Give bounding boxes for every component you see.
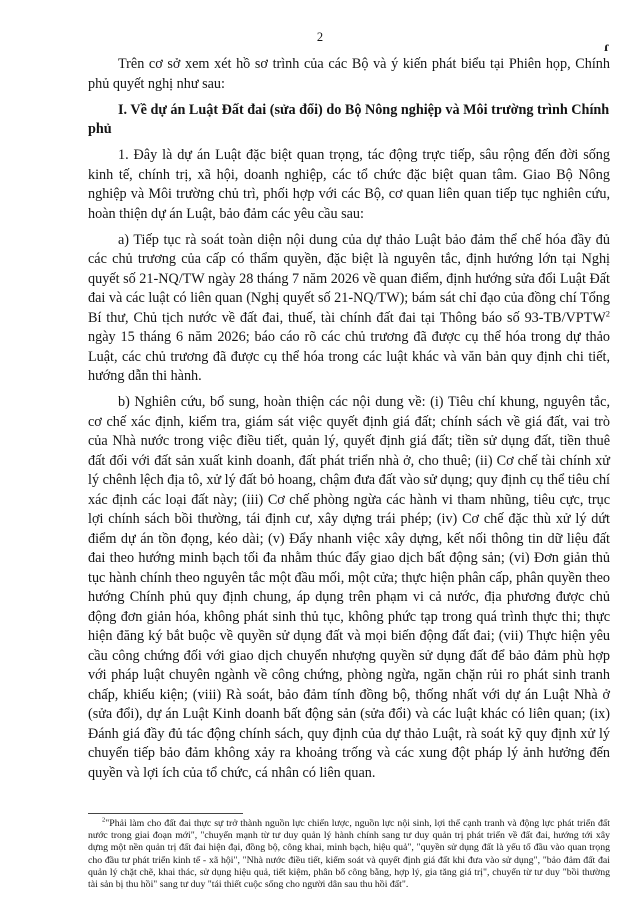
page-number: 2 <box>316 30 324 44</box>
document-body <box>88 55 610 790</box>
paragraph-b: b) Nghiên cứu, bổ sung, hoàn thiện các nội dung về: (i) Tiêu chí khung, nguyên tắc, cơ chế xác định, kiểm tra, giám sát việc quyết định giá đất; chính sách về giá đất, vai trò của Nhà nước trong việc điều tiết, quản lý, quyết định giá đất; tiền sử dụng đất, tiền thuê đất đối với đất sản xuất kinh doanh, đất phát triển nhà ở, cho thuê; (ii) Cơ chế tài chính xử lý chênh lệch địa tô, xử lý đất bỏ hoang, chậm đưa đất vào sử dụng; quy định cụ thể tiêu chí xác định các loại đất này; (iii) Cơ chế phòng ngừa các hành vi tham nhũng, tiêu cực, trục lợi chính sách bồi thường, tái định cư, xây dựng trái phép; (iv) Cơ chế đặc thù xử lý dứt điểm dự án tồn đọng, kéo dài; (v) Đẩy nhanh việc xây dựng, kết nối thông tin dữ liệu đất đai theo hướng minh bạch tối đa nhằm thúc đẩy giao dịch bất động sản; (vi) Đơn giản thủ tục hành chính theo nguyên tắc một đầu mối, một cửa; thực hiện phân cấp, phân quyền theo hướng Chính phủ quy định chung, áp dụng trên phạm vi cả nước, địa phương được chủ động đơn giản hóa, không phát sinh thủ tục, không phức tạp trong quá trình thực thi; thực hiện đăng ký bắt buộc về quyền sử dụng đất và mọi biến động đất đai; (vii) Thực hiện yêu cầu công chứng đối với giao dịch chuyển nhượng quyền sử dụng đất để bảo đảm phù hợp với pháp luật chuyên ngành về công chứng, phòng ngừa, ngăn chặn rủi ro phát sinh tranh chấp, khiếu kiện; (viii) Rà soát, bảo đảm tính đồng bộ, thống nhất với dự án Luật Nhà ở (sửa đổi), dự án Luật Kinh doanh bất động sản (sửa đổi) và các luật khác có liên quan; (ix) Đánh giá đầy đủ tác động chính sách, quy định của dự thảo Luật, rà soát kỹ quy định xử lý chuyển tiếp bảo đảm không xảy ra khoảng trống và các xung đột pháp lý ảnh hưởng đến quyền và lợi ích của tổ chức, cá nhân có liên quan. <box>88 394 610 781</box>
margin-mark: ɾ <box>604 40 610 55</box>
footnote <box>88 818 610 891</box>
footnote-number: 2 <box>102 816 106 824</box>
intro-paragraph: Trên cơ sở xem xét hồ sơ trình của các Bộ và ý kiến phát biểu tại Phiên họp, Chính phủ quyết nghị như sau: <box>88 56 610 92</box>
section-heading: I. Về dự án Luật Đất đai (sửa đổi) do Bộ Nông nghiệp và Môi trường trình Chính phủ <box>88 101 610 137</box>
paragraph-a-text: a) Tiếp tục rà soát toàn diện nội dung của dự thảo Luật bảo đảm thể chế hóa đầy đủ các chủ trương của cấp có thẩm quyền, đặc biệt là nguyên tắc, định hướng lớn tại Nghị quyết số 21-NQ/TW ngày 28 tháng 7 năm 2026 về quan điểm, định hướng sửa đổi Luật Đất đai và các luật có liên quan (Nghị quyết số 21-NQ/TW); bám sát chỉ đạo của đồng chí Tổng Bí thư, Chủ tịch nước về đất đai, thuế, tài chính đất đai tại Thông báo số 93-TB/VPTW <box>88 231 610 326</box>
footnote-divider <box>88 813 243 814</box>
paragraph-1: 1. Đây là dự án Luật đặc biệt quan trọng, tác động trực tiếp, sâu rộng đến đời sống kinh tế, chính trị, xã hội, doanh nghiệp, các tổ chức đặc biệt quan tâm. Giao Bộ Nông nghiệp và Môi trường chủ trì, phối hợp với các Bộ, cơ quan liên quan tiếp tục nghiên cứu, hoàn thiện dự án Luật, bảo đảm các yêu cầu sau: <box>88 147 610 222</box>
paragraph-a-text-end: ngày 15 tháng 6 năm 2026; báo cáo rõ các chủ trương đã được cụ thể hóa trong dự thảo Luật, các chủ trương đã được cụ thể hóa trong các luật khác và văn bản quy định chi tiết, hướng dẫn thi hành. <box>88 329 610 384</box>
paragraph-a <box>88 231 610 387</box>
footnote-reference[interactable]: 2 <box>605 307 610 318</box>
footnote-text: "Phải làm cho đất đai thực sự trở thành nguồn lực chiến lược, nguồn lực nội sinh, lợi thế cạnh tranh và động lực phát triển đất nước trong giai đoạn mới", "chuyển mạnh từ tư duy quản lý hành chính sang tư duy quản trị phát triển về đất đai, hướng tới xây dựng một nền quản trị đất đai hiện đại, đồng bộ, công khai, minh bạch, hiệu quả", "quyền sử dụng đất là yếu tố đầu vào quan trọng cho đầu tư phát triển kinh tế - xã hội", "Nhà nước điều tiết, kiểm soát và quyết định giá đất khi đưa vào sử dụng", "bảo đảm đất đai quản lý chặt chẽ, khai thác, sử dụng hiệu quả, tiết kiệm, phân bổ công bằng, hợp lý, gia tăng giá trị", chuyển từ tư duy "bồi thường tài sản bị thu hồi" sang tư duy "tái thiết cuộc sống cho người dân sau thu hồi đất". <box>88 818 610 891</box>
